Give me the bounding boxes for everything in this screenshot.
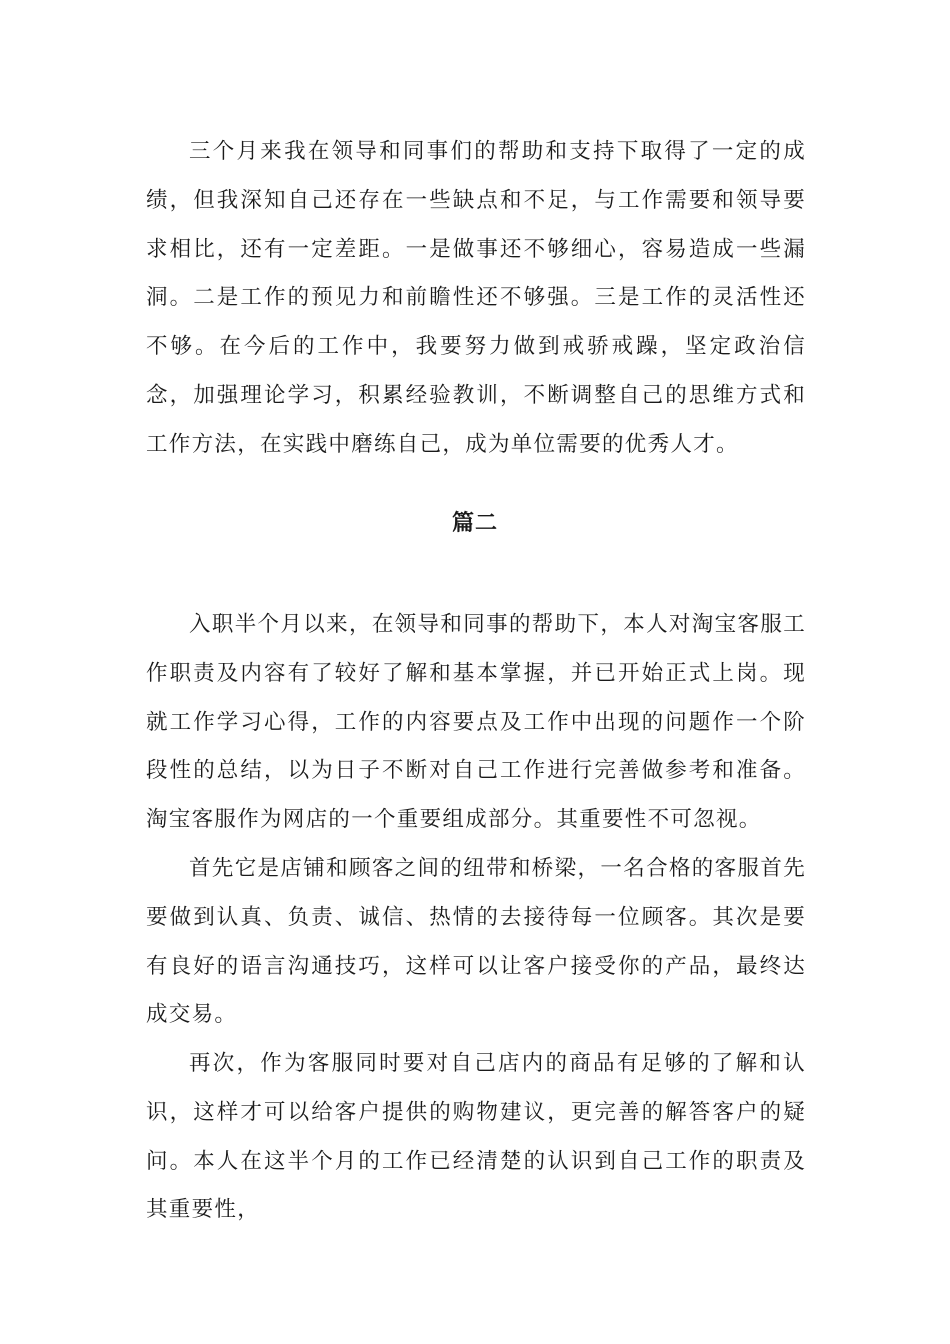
paragraph-section2-first: 首先它是店铺和顾客之间的纽带和桥梁，一名合格的客服首先要做到认真、负责、诚信、热情的去接待每一位顾客。其次是要有良好的语言沟通技巧，这样可以让客户接受你的产品，最终达成交易。	[146, 856, 806, 1028]
paragraph-section2-intro: 入职半个月以来，在领导和同事的帮助下，本人对淘宝客服工作职责及内容有了较好了解和基本掌握，并已开始正式上岗。现就工作学习心得，工作的内容要点及工作中出现的问题作一个阶段性的总结，以为日子不断对自己工作进行完善做参考和准备。淘宝客服作为网店的一个重要组成部分。其重要性不可忽视。	[146, 612, 806, 833]
section-heading: 篇二	[451, 511, 498, 536]
paragraph-summary: 三个月来我在领导和同事们的帮助和支持下取得了一定的成绩，但我深知自己还存在一些缺点和不足，与工作需要和领导要求相比，还有一定差距。一是做事还不够细心，容易造成一些漏洞。二是工作的预见力和前瞻性还不够强。三是工作的灵活性还不够。在今后的工作中，我要努力做到戒骄戒躁，坚定政治信念，加强理论学习，积累经验教训，不断调整自己的思维方式和工作方法，在实践中磨练自己，成为单位需要的优秀人才。	[146, 139, 806, 457]
paragraph-section2-again: 再次，作为客服同时要对自己店内的商品有足够的了解和认识，这样才可以给客户提供的购物建议，更完善的解答客户的疑问。本人在这半个月的工作已经清楚的认识到自己工作的职责及其重要性，	[146, 1051, 806, 1223]
